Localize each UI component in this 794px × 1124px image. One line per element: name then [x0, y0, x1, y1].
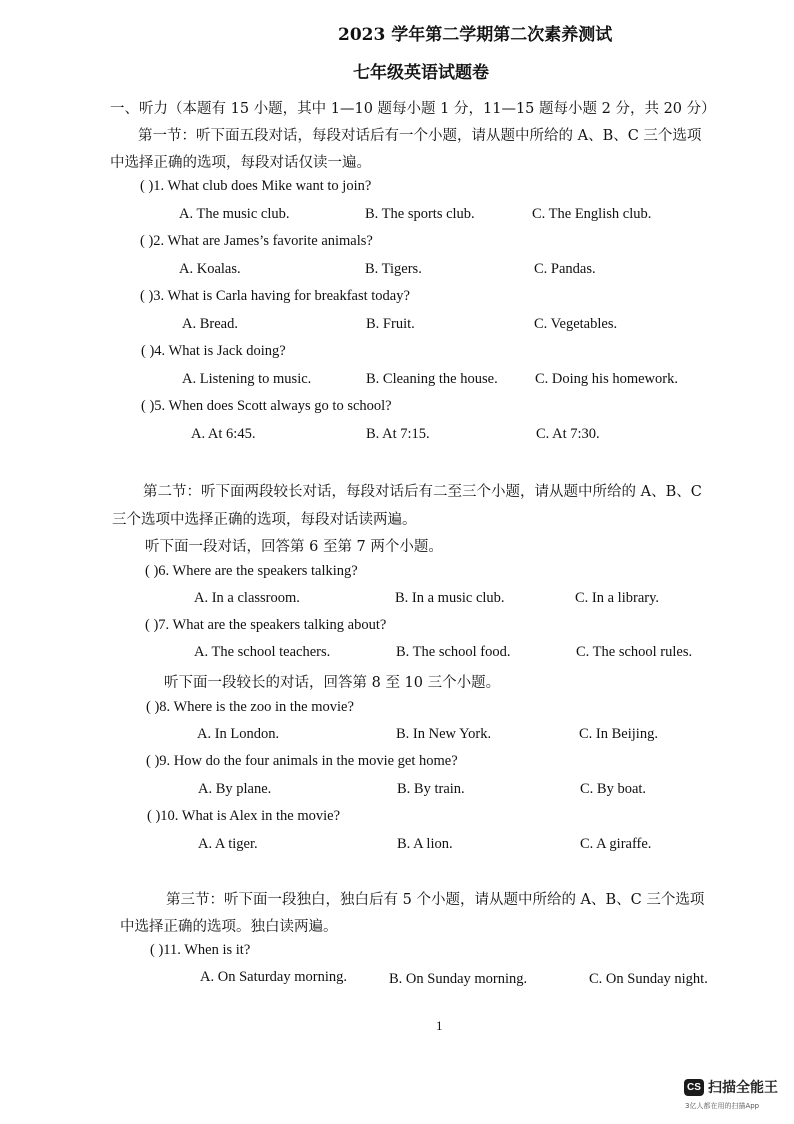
question-11-option-b: B. On Sunday morning.	[389, 971, 528, 987]
question-3-option-a: A. Bread.	[182, 316, 238, 332]
exam-title: 2023 学年第二学期第二次素养测试	[338, 25, 613, 45]
question-7-option-c: C. The school rules.	[576, 644, 693, 660]
question-9-option-b: B. By train.	[397, 781, 465, 797]
question-4-option-a: A. Listening to music.	[182, 371, 312, 387]
question-8-option-a: A. In London.	[197, 726, 280, 742]
section3-line1: 第三节：听下面一段独白，独白后有 5 个小题，请从题中所给的 A、B、C 三个选项	[166, 892, 705, 908]
question-3-option-c: C. Vegetables.	[534, 316, 618, 332]
question-5-option-a: A. At 6:45.	[191, 426, 256, 442]
section2-line1: 第二节：听下面两段较长对话，每段对话后有二至三个小题，请从题中所给的 A、B、C	[143, 484, 702, 500]
page-number: 1	[436, 1018, 443, 1033]
section2-note-dialogue1: 听下面一段对话，回答第 6 至第 7 两个小题。	[145, 539, 443, 555]
question-8-option-b: B. In New York.	[396, 726, 492, 742]
camscanner-name: 扫描全能王	[708, 1080, 778, 1096]
question-4: ( )4. What is Jack doing?	[141, 343, 286, 359]
question-1-option-b: B. The sports club.	[365, 206, 475, 222]
question-2-option-a: A. Koalas.	[179, 261, 241, 277]
question-1-option-a: A. The music club.	[179, 206, 290, 222]
question-6: ( )6. Where are the speakers talking?	[145, 563, 358, 579]
question-11-option-a: A. On Saturday morning.	[200, 969, 347, 985]
question-4-option-b: B. Cleaning the house.	[366, 371, 498, 387]
question-2-option-b: B. Tigers.	[365, 261, 422, 277]
question-10-option-a: A. A tiger.	[198, 836, 258, 852]
question-7-option-a: A. The school teachers.	[194, 644, 331, 660]
section1-line1: 第一节：听下面五段对话，每段对话后有一个小题，请从题中所给的 A、B、C 三个选项	[138, 128, 702, 144]
question-11-option-c: C. On Sunday night.	[589, 971, 708, 987]
question-1: ( )1. What club does Mike want to join?	[140, 178, 372, 194]
part1-heading: 一、听力（本题有 15 小题，其中 1—10 题每小题 1 分，11—15 题每小题 2 分，共 20 分）	[110, 101, 716, 117]
question-7: ( )7. What are the speakers talking about?	[145, 617, 387, 633]
question-10-option-b: B. A lion.	[397, 836, 453, 852]
question-5: ( )5. When does Scott always go to school?	[141, 398, 392, 414]
question-6-option-a: A. In a classroom.	[194, 590, 300, 606]
question-6-option-b: B. In a music club.	[395, 590, 505, 606]
question-2-option-c: C. Pandas.	[534, 261, 596, 277]
question-1-option-c: C. The English club.	[532, 206, 652, 222]
camscanner-tagline: 3亿人都在用的扫描App	[685, 1102, 760, 1110]
question-10-option-c: C. A giraffe.	[580, 836, 652, 852]
exam-subtitle: 七年级英语试题卷	[353, 63, 489, 83]
section2-line2: 三个选项中选择正确的选项，每段对话读两遍。	[112, 512, 417, 528]
section3-line2: 中选择正确的选项。独白读两遍。	[120, 919, 338, 935]
question-7-option-b: B. The school food.	[396, 644, 511, 660]
question-8: ( )8. Where is the zoo in the movie?	[146, 699, 354, 715]
section2-note-dialogue2: 听下面一段较长的对话，回答第 8 至 10 三个小题。	[164, 675, 501, 691]
question-4-option-c: C. Doing his homework.	[535, 371, 678, 387]
question-2: ( )2. What are James’s favorite animals?	[140, 233, 373, 249]
question-11: ( )11. When is it?	[150, 942, 251, 958]
question-9-option-a: A. By plane.	[198, 781, 272, 797]
question-10: ( )10. What is Alex in the movie?	[147, 808, 341, 824]
question-3-option-b: B. Fruit.	[366, 316, 415, 332]
question-3: ( )3. What is Carla having for breakfast today?	[140, 288, 410, 304]
question-9-option-c: C. By boat.	[580, 781, 647, 797]
camscanner-logo-icon: CS	[684, 1079, 704, 1096]
question-6-option-c: C. In a library.	[575, 590, 660, 606]
question-5-option-b: B. At 7:15.	[366, 426, 430, 442]
question-8-option-c: C. In Beijing.	[579, 726, 658, 742]
question-5-option-c: C. At 7:30.	[536, 426, 600, 442]
question-9: ( )9. How do the four animals in the movie get home?	[146, 753, 458, 769]
section1-line2: 中选择正确的选项，每段对话仅读一遍。	[110, 155, 371, 171]
